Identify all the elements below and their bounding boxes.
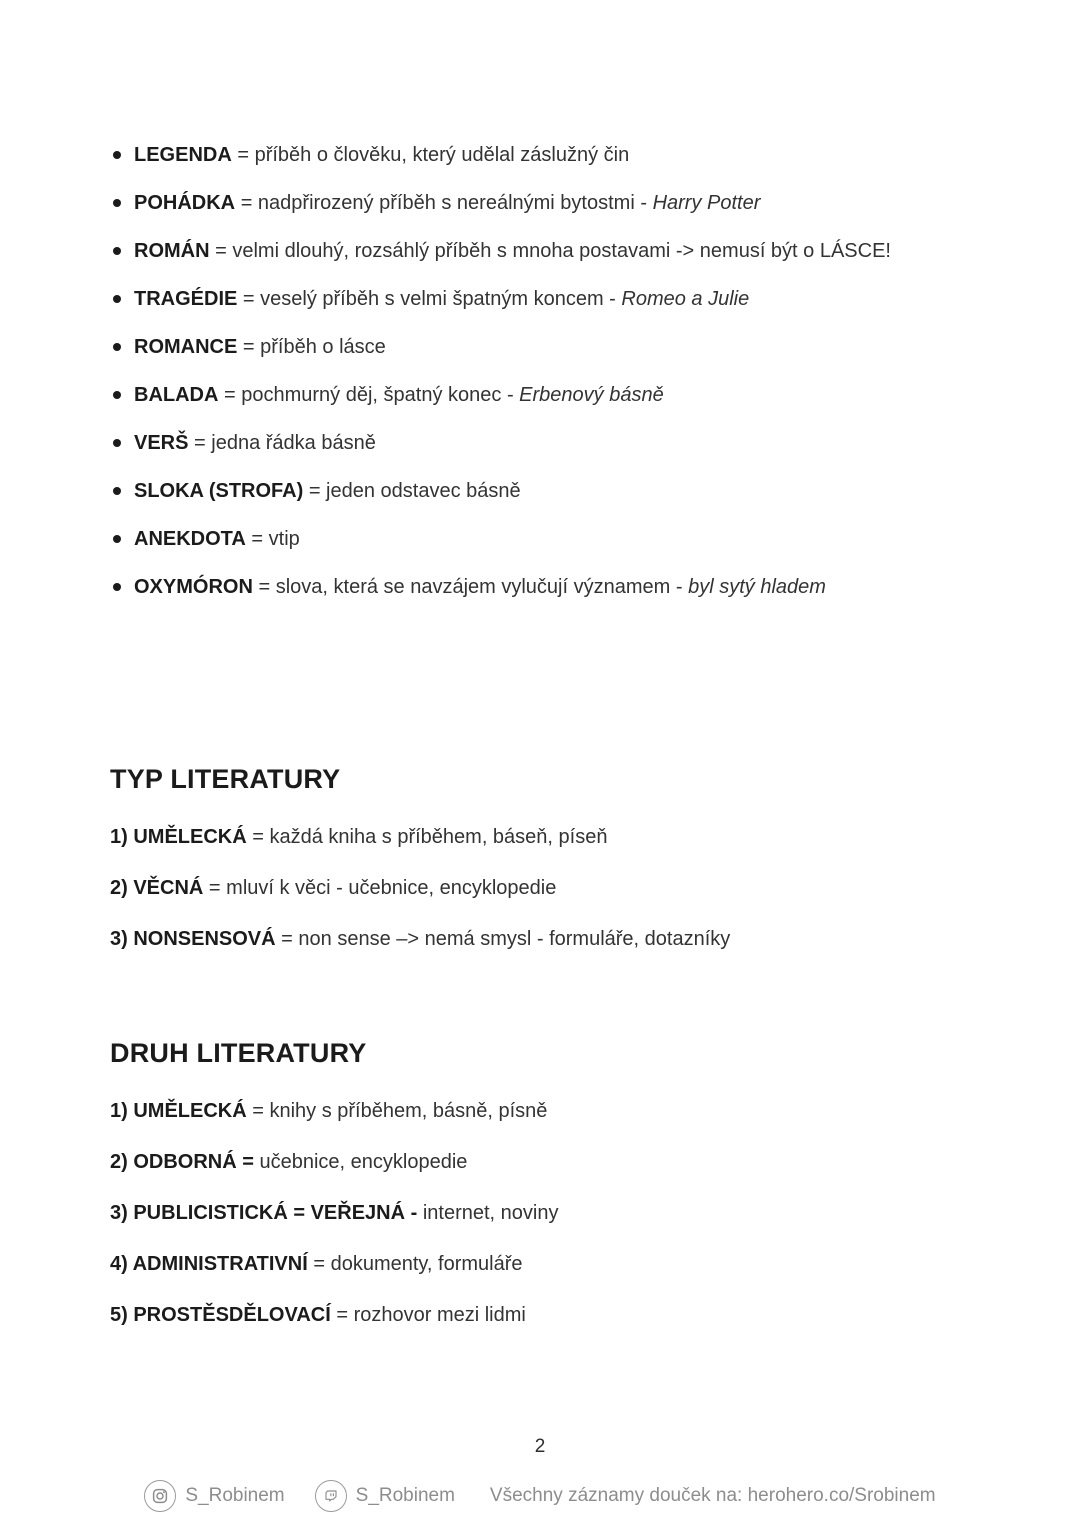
list-item bbox=[110, 335, 1040, 359]
term-definition: = pochmurný děj, špatný konec - bbox=[224, 384, 514, 406]
item-label: 1) UMĚLECKÁ bbox=[110, 826, 247, 848]
item-text: internet, noviny bbox=[422, 1202, 559, 1224]
term-example: Harry Potter bbox=[652, 192, 761, 214]
term-definition: = nadpřirozený příběh s nereálnými bytostmi - bbox=[240, 192, 647, 214]
term-definition: = příběh o člověku, který udělal záslužný čin bbox=[237, 144, 630, 166]
section-typ-literatury bbox=[110, 763, 1040, 951]
term-name: SLOKA (STROFA) bbox=[134, 480, 304, 502]
term-name: ANEKDOTA bbox=[134, 528, 246, 550]
term-definition: = jeden odstavec básně bbox=[308, 480, 521, 502]
item-text: = dokumenty, formuláře bbox=[313, 1253, 523, 1275]
term-name: OXYMÓRON bbox=[134, 576, 253, 598]
twitch-icon bbox=[315, 1480, 347, 1512]
instagram-icon bbox=[144, 1480, 176, 1512]
bullet-icon bbox=[113, 343, 121, 351]
instagram-handle: S_Robinem bbox=[185, 1485, 285, 1506]
term-name: POHÁDKA bbox=[134, 192, 236, 214]
list-item bbox=[110, 927, 1040, 951]
bullet-icon bbox=[113, 487, 121, 495]
term-definition: = slova, která se navzájem vylučují významem - bbox=[258, 576, 683, 598]
term-name: TRAGÉDIE bbox=[134, 288, 238, 310]
item-text: = non sense –> nemá smysl - formuláře, dotazníky bbox=[281, 928, 731, 950]
list-item bbox=[110, 575, 1040, 599]
page-footer bbox=[0, 1480, 1080, 1512]
item-label: 5) PROSTĚSDĚLOVACÍ bbox=[110, 1304, 331, 1326]
list-item bbox=[110, 1252, 1040, 1276]
item-text: učebnice, encyklopedie bbox=[259, 1151, 468, 1173]
term-example: Romeo a Julie bbox=[621, 288, 750, 310]
item-text: = knihy s příběhem, básně, písně bbox=[252, 1100, 548, 1122]
list-item bbox=[110, 479, 1040, 503]
list-item bbox=[110, 1303, 1040, 1327]
item-text: = rozhovor mezi lidmi bbox=[336, 1304, 526, 1326]
bullet-icon bbox=[113, 151, 121, 159]
list-item bbox=[110, 1150, 1040, 1174]
term-definition: = příběh o lásce bbox=[242, 336, 386, 358]
bullet-icon bbox=[113, 295, 121, 303]
item-label: 2) ODBORNÁ = bbox=[110, 1151, 254, 1173]
term-name: ROMÁN bbox=[134, 240, 210, 262]
footer-note: Všechny záznamy douček na: herohero.co/Srobinem bbox=[489, 1485, 936, 1506]
terms-list bbox=[110, 143, 1040, 599]
list-item bbox=[110, 1099, 1040, 1123]
bullet-icon bbox=[113, 199, 121, 207]
bullet-icon bbox=[113, 439, 121, 447]
bullet-icon bbox=[113, 583, 121, 591]
term-name: VERŠ bbox=[134, 432, 189, 454]
list-item bbox=[110, 287, 1040, 311]
term-name: BALADA bbox=[134, 384, 219, 406]
section-title: DRUH LITERATURY bbox=[110, 1038, 367, 1068]
list-item bbox=[110, 876, 1040, 900]
term-definition: = velmi dlouhý, rozsáhlý příběh s mnoha postavami -> nemusí být o LÁSCE! bbox=[215, 240, 891, 262]
list-item bbox=[110, 527, 1040, 551]
list-item bbox=[110, 1201, 1040, 1225]
item-label: 1) UMĚLECKÁ bbox=[110, 1100, 247, 1122]
term-definition: = jedna řádka básně bbox=[194, 432, 376, 454]
term-definition: = vtip bbox=[251, 528, 300, 550]
term-name: ROMANCE bbox=[134, 336, 238, 358]
bullet-icon bbox=[113, 247, 121, 255]
list-item bbox=[110, 431, 1040, 455]
bullet-icon bbox=[113, 391, 121, 399]
item-label: 3) NONSENSOVÁ bbox=[110, 928, 276, 950]
list-item bbox=[110, 239, 1040, 263]
term-definition: = veselý příběh s velmi špatným koncem - bbox=[242, 288, 616, 310]
term-example: Erbenový básně bbox=[519, 384, 664, 406]
term-example: byl sytý hladem bbox=[688, 576, 826, 598]
section-title: TYP LITERATURY bbox=[110, 764, 341, 794]
item-label: 4) ADMINISTRATIVNÍ bbox=[110, 1253, 308, 1275]
term-name: LEGENDA bbox=[134, 144, 232, 166]
item-text: = mluví k věci - učebnice, encyklopedie bbox=[208, 877, 557, 899]
item-label: 2) VĚCNÁ bbox=[110, 877, 204, 899]
list-item bbox=[110, 143, 1040, 167]
item-label: 3) PUBLICISTICKÁ = VEŘEJNÁ - bbox=[110, 1202, 418, 1224]
section-druh-literatury bbox=[110, 1037, 1040, 1327]
bullet-icon bbox=[113, 535, 121, 543]
twitch-handle: S_Robinem bbox=[355, 1485, 455, 1506]
list-item bbox=[110, 191, 1040, 215]
page-number: 2 bbox=[534, 1436, 546, 1457]
list-item bbox=[110, 383, 1040, 407]
list-item bbox=[110, 825, 1040, 849]
item-text: = každá kniha s příběhem, báseň, píseň bbox=[252, 826, 608, 848]
